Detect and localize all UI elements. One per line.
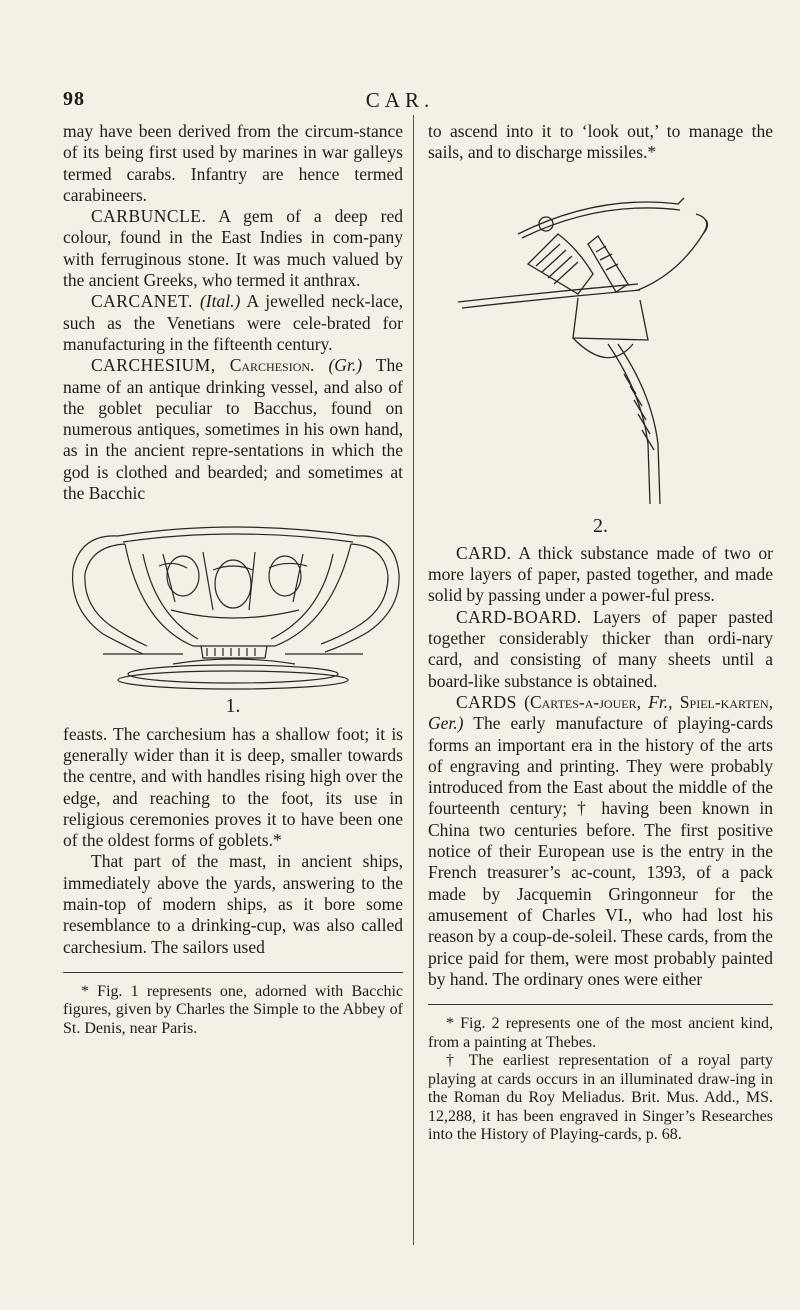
entry-alt-cards-german: Spiel-karten,	[679, 691, 774, 712]
entry-head-carbuncle: CARBUNCLE.	[91, 206, 207, 227]
entry-lang-cards-french: Fr.,	[648, 691, 673, 712]
figure-2-mast	[428, 174, 773, 537]
footnote-royal-party: † The earliest representation of a royal party playing at cards occurs in an illuminated draw-ing in the Roman du Roy Meliadus. Brit. Mus. Add., MS. 12,288, it has been engraved in Singer’s Researches into the History of Playing-cards, p. 68.	[428, 1052, 773, 1144]
entry-body-card-board: Layers of paper pasted together considerably thicker than ordi-nary card, and consisting of many sheets until a board-like substance is obtained.	[428, 606, 774, 691]
entry-card-board	[428, 607, 773, 692]
running-head: CAR.	[365, 88, 435, 112]
entry-cards	[428, 692, 773, 990]
carchesium-goblet-illustration	[63, 514, 403, 694]
entry-alt-cards-french: (Cartes-a-jouer,	[524, 691, 641, 712]
paragraph-mast: That part of the mast, in ancient ships, immediately above the yards, answering to the main-top of modern ships, as it bore some resemblance to a drinking-cup, was also called carchesium. The sailors used	[63, 851, 403, 957]
column-divider	[413, 115, 414, 1245]
figure-2-label: 2.	[593, 514, 608, 537]
entry-body-carbuncle: A gem of a deep red colour, found in the East Indies in com-pany with ferruginous stone. It was much valued by the ancient Greeks, who termed it anthrax.	[63, 206, 403, 291]
entry-alt-carchesium: Carchesion.	[229, 355, 315, 376]
entry-lang-carchesium: (Gr.)	[328, 355, 363, 376]
entry-body-card: A thick substance made of two or more layers of paper, pasted together, and made solid by passing under a power-ful press.	[428, 542, 773, 606]
page-number: 98	[63, 88, 85, 110]
figure-1-label: 1.	[225, 695, 241, 718]
figure-1-goblet	[63, 514, 403, 717]
footnote-rule-right	[428, 1004, 773, 1005]
entry-body-carchesium: The name of an antique drinking vessel, and also of the goblet peculiar to Bacchus, found on numerous antiques, sometimes in his own hand, as in the ancient repre-sentations in which the god is clothed and bearded; and sometimes at the Bacchic	[63, 355, 403, 504]
entry-body-carcanet: A jewelled neck-lace, such as the Venetians were cele-brated for manufacturing in the fifteenth century.	[63, 291, 403, 354]
entry-lang-carcanet: (Ital.)	[199, 291, 241, 312]
paragraph-carabineers: may have been derived from the circum-stance of its being first used by marines in war galleys termed carabs. Infantry are hence termed carabineers.	[63, 121, 403, 205]
entry-head-carchesium: CARCHESIUM,	[91, 355, 216, 376]
entry-head-carcanet: CARCANET.	[91, 291, 193, 312]
entry-head-card: CARD.	[456, 542, 512, 563]
right-column	[428, 121, 773, 1145]
entry-carchesium	[63, 355, 403, 504]
entry-head-card-board: CARD-BOARD.	[456, 606, 582, 627]
masthead-carchesium-illustration	[428, 174, 773, 514]
paragraph-mast-continued: to ascend into it to ‘look out,’ to manage the sails, and to discharge missiles.*	[428, 121, 773, 163]
entry-lang-cards-german: Ger.)	[428, 713, 464, 734]
entry-carbuncle	[63, 206, 403, 291]
footnote-fig-1: * Fig. 1 represents one, adorned with Bacchic figures, given by Charles the Simple to the Abbey of St. Denis, near Paris.	[63, 982, 403, 1037]
left-column	[63, 121, 403, 1038]
paragraph-carchesium-continued: feasts. The carchesium has a shallow foot; it is generally wider than it is deep, smaller towards the centre, and with handles rising high over the edge, and reaching to the foot, its use in religious ceremonies proves it to have been one of the oldest forms of goblets.*	[63, 723, 403, 851]
entry-body-cards: The early manufacture of playing-cards forms an important era in the history of the arts of engraving and printing. They were probably introduced from the East about the middle of the fourteenth century; † having been known in China two centuries before. The first positive notice of their European use is the entry in the French treasurer’s ac-count, 1393, of a pack made by Jacquemin Gringonneur for the amusement of Charles VI., who had lost his reason by a coup-de-soleil. These cards, from the price paid for them, were most probably painted by hand. The ordinary ones were either	[428, 713, 773, 989]
footnote-rule	[63, 972, 403, 973]
footnote-fig-2: * Fig. 2 represents one of the most ancient kind, from a painting at Thebes.	[428, 1015, 773, 1051]
entry-head-cards: CARDS	[456, 691, 517, 712]
entry-card	[428, 543, 773, 607]
page-header	[0, 88, 800, 118]
entry-carcanet	[63, 291, 403, 355]
